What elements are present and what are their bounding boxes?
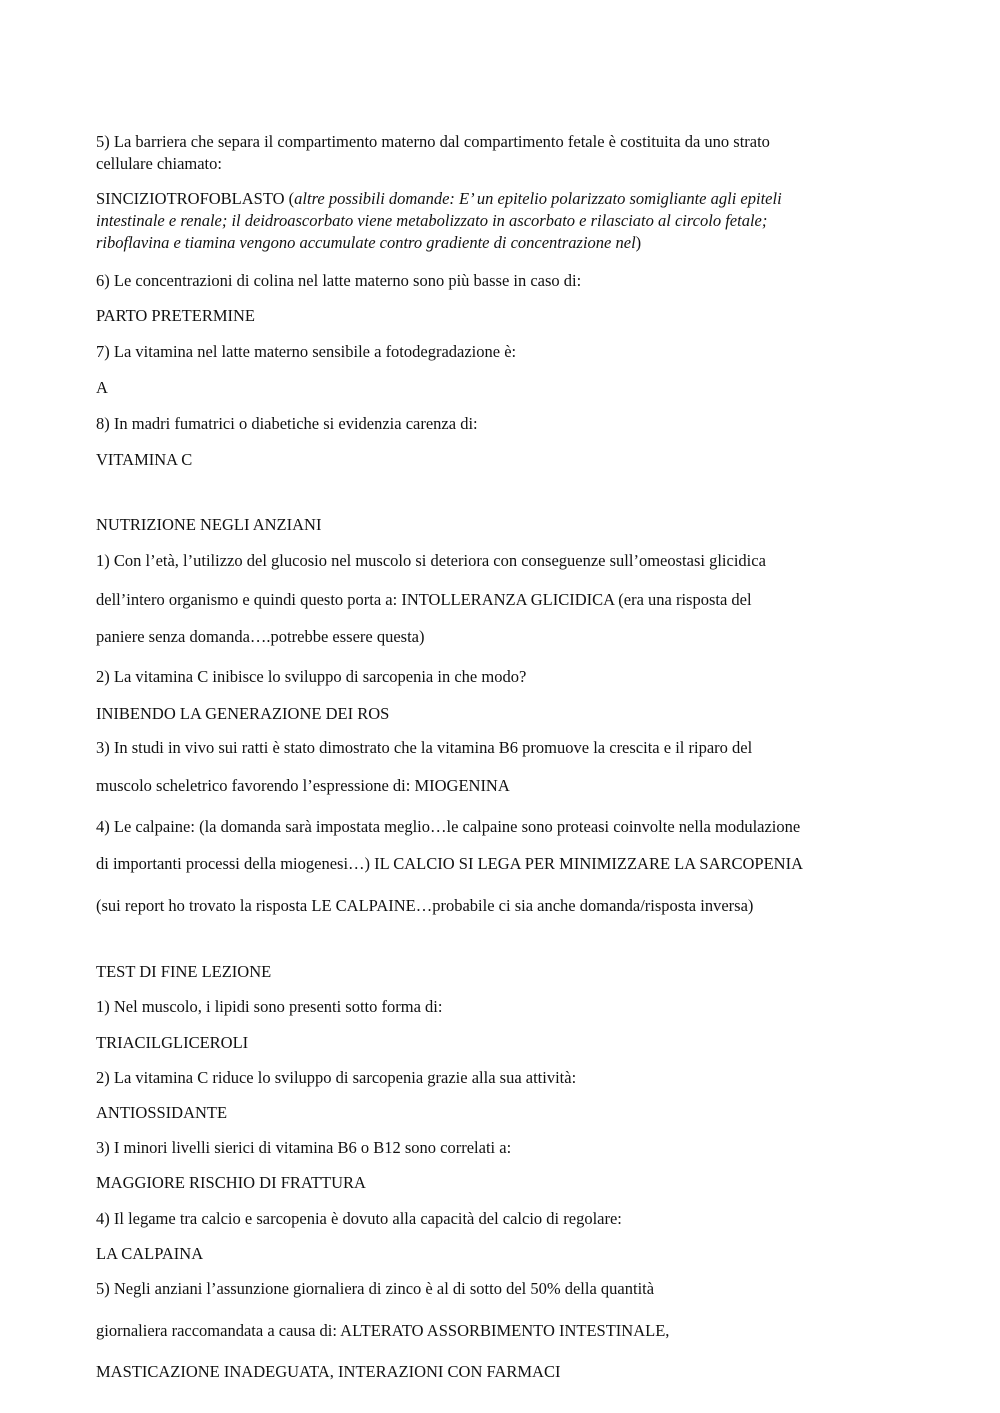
question-8: 8) In madri fumatrici o diabetiche si evidenzia carenza di: <box>96 414 478 433</box>
answer-5-text: SINCIZIOTROFOBLASTO <box>96 189 285 208</box>
elderly-question-1-line-2: dell’intero organismo e quindi questo porta a: INTOLLERANZA GLICIDICA (era una risposta del <box>96 590 752 609</box>
test-answer-1: TRIACILGLICEROLI <box>96 1033 249 1052</box>
elderly-question-3-line-2: muscolo scheletrico favorendo l’espressione di: MIOGENINA <box>96 776 510 795</box>
answer-5-line-1 <box>96 188 782 210</box>
test-question-2: 2) La vitamina C riduce lo sviluppo di sarcopenia grazie alla sua attività: <box>96 1068 577 1087</box>
test-question-4: 4) Il legame tra calcio e sarcopenia è dovuto alla capacità del calcio di regolare: <box>96 1209 622 1228</box>
answer-5-note-line-2: intestinale e renale; il deidroascorbato viene metabolizzato in ascorbato e rilasciato al circolo fetale; <box>96 211 768 230</box>
test-question-1: 1) Nel muscolo, i lipidi sono presenti sotto forma di: <box>96 997 443 1016</box>
answer-5-note-line-3: riboflavina e tiamina vengono accumulate contro gradiente di concentrazione nel <box>96 233 636 252</box>
question-5-line-1: 5) La barriera che separa il compartimento materno dal compartimento fetale è costituita da uno strato <box>96 132 770 151</box>
elderly-question-4-line-2: di importanti processi della miogenesi…) IL CALCIO SI LEGA PER MINIMIZZARE LA SARCOPENIA <box>96 854 803 873</box>
question-5-line-2: cellulare chiamato: <box>96 154 222 173</box>
elderly-question-4-line-3: (sui report ho trovato la risposta LE CALPAINE…probabile ci sia anche domanda/risposta inversa) <box>96 896 754 915</box>
test-question-5-line-1: 5) Negli anziani l’assunzione giornaliera di zinco è al di sotto del 50% della quantità <box>96 1279 655 1298</box>
answer-5-note-line-1: altre possibili domande: E’ un epitelio polarizzato somigliante agli epiteli <box>294 189 782 208</box>
elderly-question-2: 2) La vitamina C inibisce lo sviluppo di sarcopenia in che modo? <box>96 667 527 686</box>
answer-5-open-paren: ( <box>284 189 295 208</box>
test-question-3: 3) I minori livelli sierici di vitamina B6 o B12 sono correlati a: <box>96 1138 512 1157</box>
section-heading-elderly: NUTRIZIONE NEGLI ANZIANI <box>96 515 322 534</box>
elderly-question-3-line-1: 3) In studi in vivo sui ratti è stato dimostrato che la vitamina B6 promuove la crescita e il riparo del <box>96 738 753 757</box>
answer-5-close-paren: ) <box>635 233 642 252</box>
test-answer-2: ANTIOSSIDANTE <box>96 1103 228 1122</box>
elderly-question-1-line-3: paniere senza domanda….potrebbe essere questa) <box>96 627 425 646</box>
answer-6: PARTO PRETERMINE <box>96 306 255 325</box>
test-answer-3: MAGGIORE RISCHIO DI FRATTURA <box>96 1173 366 1192</box>
elderly-question-1-line-1: 1) Con l’età, l’utilizzo del glucosio nel muscolo si deteriora con conseguenze sull’omeostasi glicidica <box>96 551 766 570</box>
answer-8: VITAMINA C <box>96 450 193 469</box>
answer-5-line-3 <box>96 232 641 254</box>
elderly-answer-2: INIBENDO LA GENERAZIONE DEI ROS <box>96 704 390 723</box>
test-question-5-line-2: giornaliera raccomandata a causa di: ALTERATO ASSORBIMENTO INTESTINALE, <box>96 1321 670 1340</box>
question-7: 7) La vitamina nel latte materno sensibile a fotodegradazione è: <box>96 342 517 361</box>
question-6: 6) Le concentrazioni di colina nel latte materno sono più basse in caso di: <box>96 271 582 290</box>
section-heading-test: TEST DI FINE LEZIONE <box>96 962 272 981</box>
test-question-5-line-3: MASTICAZIONE INADEGUATA, INTERAZIONI CON FARMACI <box>96 1362 561 1381</box>
test-answer-4: LA CALPAINA <box>96 1244 204 1263</box>
answer-7: A <box>96 378 108 397</box>
elderly-question-4-line-1: 4) Le calpaine: (la domanda sarà impostata meglio…le calpaine sono proteasi coinvolte nella modulazione <box>96 817 801 836</box>
